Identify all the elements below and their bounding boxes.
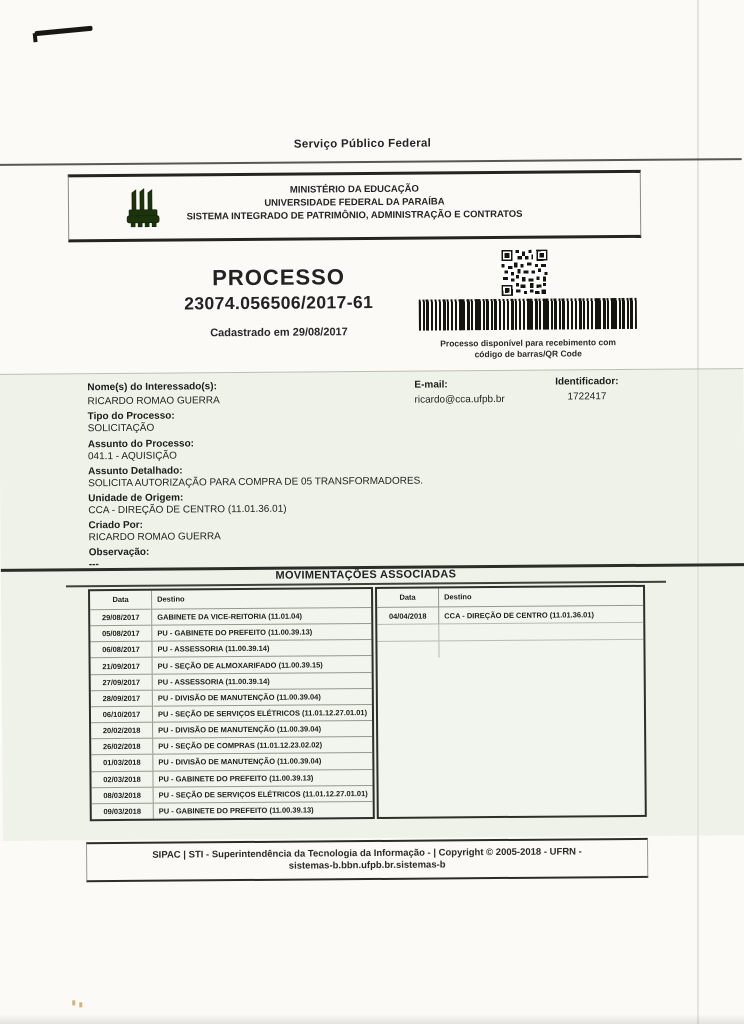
column-header-data: Data [90, 591, 152, 609]
movement-row [92, 801, 373, 819]
movement-destination: PU - SEÇÃO DE SERVIÇOS ELÉTRICOS (11.01.12.27.01.01) [158, 788, 368, 800]
ministry-line-3: SISTEMA INTEGRADO DE PATRIMÔNIO, ADMINISTRAÇÃO E CONTRATOS [186, 208, 523, 223]
empty-row [377, 639, 643, 658]
movement-destination: CCA - DIREÇÃO DE CENTRO (11.01.36.01) [444, 609, 595, 620]
empty-row [377, 622, 643, 641]
column-header-data: Data [377, 588, 439, 606]
movement-destination: PU - DIVISÃO DE MANUTENÇÃO (11.00.39.04) [158, 724, 322, 735]
barcode-caption-line-2: código de barras/QR Code [474, 347, 582, 359]
movement-date: 09/03/2018 [92, 804, 154, 820]
ministry-line-2: UNIVERSIDADE FEDERAL DA PARAÍBA [264, 196, 445, 209]
process-block [128, 264, 429, 340]
movement-date: 01/03/2018 [91, 755, 153, 771]
footer [86, 838, 648, 882]
created-by-value: RICARDO ROMAO GUERRA [88, 531, 221, 544]
movement-destination: PU - ASSESSORIA (11.00.39.14) [157, 676, 270, 687]
movement-destination: PU - GABINETE DO PREFEITO (11.00.39.13) [158, 773, 314, 784]
institution-header-box [68, 170, 642, 242]
section-divider [0, 368, 743, 375]
header-divider [0, 158, 742, 166]
detailed-subject-value: SOLICITA AUTORIZAÇÃO PARA COMPRA DE 05 TRANSFORMADORES. [88, 475, 424, 490]
barcode [419, 298, 637, 331]
process-subject-label: Assunto do Processo: [87, 438, 195, 451]
movement-date: 29/08/2017 [90, 610, 152, 626]
process-number: 23074.056506/2017-61 [184, 291, 374, 314]
movement-date: 06/10/2017 [91, 707, 153, 723]
process-title: PROCESSO [212, 264, 345, 291]
movement-destination: GABINETE DA VICE-REITORIA (11.01.04) [157, 611, 303, 622]
movement-destination: PU - GABINETE DO PREFEITO (11.00.39.13) [158, 805, 314, 816]
detailed-subject-label: Assunto Detalhado: [88, 465, 183, 478]
movement-destination: PU - DIVISÃO DE MANUTENÇÃO (11.00.39.04) [157, 692, 321, 703]
identifier-value: 1722417 [567, 391, 607, 403]
column-header-destino: Destino [444, 592, 472, 602]
movement-destination: PU - ASSESSORIA (11.00.39.14) [157, 644, 270, 655]
movement-date: 02/03/2018 [91, 771, 153, 787]
footer-line-1: SIPAC | STI - Superintendência da Tecnologia da Informação - | Copyright © 2005-2018 - UFRN - [152, 846, 582, 861]
process-type-label: Tipo do Processo: [87, 410, 175, 423]
movement-date: 05/08/2017 [90, 626, 152, 642]
movement-date: 20/02/2018 [91, 723, 153, 739]
movement-date: 28/09/2017 [91, 691, 153, 707]
movements-left-header [90, 589, 371, 609]
barcode-caption-line-1: Processo disponível para recebimento com [440, 337, 616, 349]
movement-destination: PU - SEÇÃO DE ALMOXARIFADO (11.00.39.15) [157, 659, 323, 671]
created-by-label: Criado Por: [88, 519, 143, 532]
document-body [81, 0, 649, 1024]
movements-right-rows [377, 605, 643, 624]
interested-value: RICARDO ROMAO GUERRA [87, 395, 220, 408]
movement-date: 04/04/2018 [377, 607, 439, 623]
movement-date: 08/03/2018 [92, 787, 154, 803]
movement-destination: PU - SEÇÃO DE COMPRAS (11.01.12.23.02.02) [158, 740, 323, 752]
movement-date: 27/09/2017 [91, 674, 153, 690]
qr-code [501, 250, 547, 296]
process-subject-value: 041.1 - AQUISIÇÃO [87, 450, 177, 463]
movement-row [377, 605, 643, 624]
process-registered-date: Cadastrado em 29/08/2017 [210, 326, 348, 340]
identifier-label: Identificador: [555, 376, 619, 388]
origin-unit-label: Unidade de Origem: [88, 492, 184, 505]
column-header-destino: Destino [157, 594, 185, 604]
empty-table-space [378, 656, 645, 817]
movement-destination: PU - SEÇÃO DE SERVIÇOS ELÉTRICOS (11.01.12.27.01.01) [157, 708, 368, 719]
process-type-value: SOLICITAÇÃO [87, 422, 155, 435]
movements-title: MOVIMENTAÇÕES ASSOCIADAS [275, 568, 457, 582]
interested-label: Nome(s) do Interessado(s): [87, 381, 217, 394]
ministry-line-1: MINISTÉRIO DA EDUCAÇÃO [289, 183, 419, 196]
observation-label: Observação: [88, 546, 150, 559]
email-label: E-mail: [414, 379, 448, 391]
movement-destination: PU - GABINETE DO PREFEITO (11.00.39.13) [157, 627, 313, 638]
movement-date: 26/02/2018 [91, 739, 153, 755]
movements-left-rows [90, 607, 373, 819]
observation-value: --- [88, 559, 99, 571]
movement-date: 06/08/2017 [90, 642, 152, 658]
origin-unit-value: CCA - DIREÇÃO DE CENTRO (11.01.36.01) [88, 503, 287, 517]
ministry-header [69, 181, 640, 224]
movement-destination: PU - DIVISÃO DE MANUTENÇÃO (11.00.39.04) [158, 756, 322, 768]
movements-right-header [377, 587, 643, 607]
barcode-caption [419, 337, 637, 360]
movements-table-right [375, 585, 647, 819]
stray-ink-mark [72, 1000, 75, 1005]
email-value: ricardo@cca.ufpb.br [414, 393, 505, 406]
service-header: Serviço Público Federal [293, 137, 432, 151]
footer-line-2: sistemas-b.bbn.ufpb.br.sistemas-b [288, 859, 446, 872]
movement-date: 21/09/2017 [91, 658, 153, 674]
movements-table-left [88, 587, 375, 821]
